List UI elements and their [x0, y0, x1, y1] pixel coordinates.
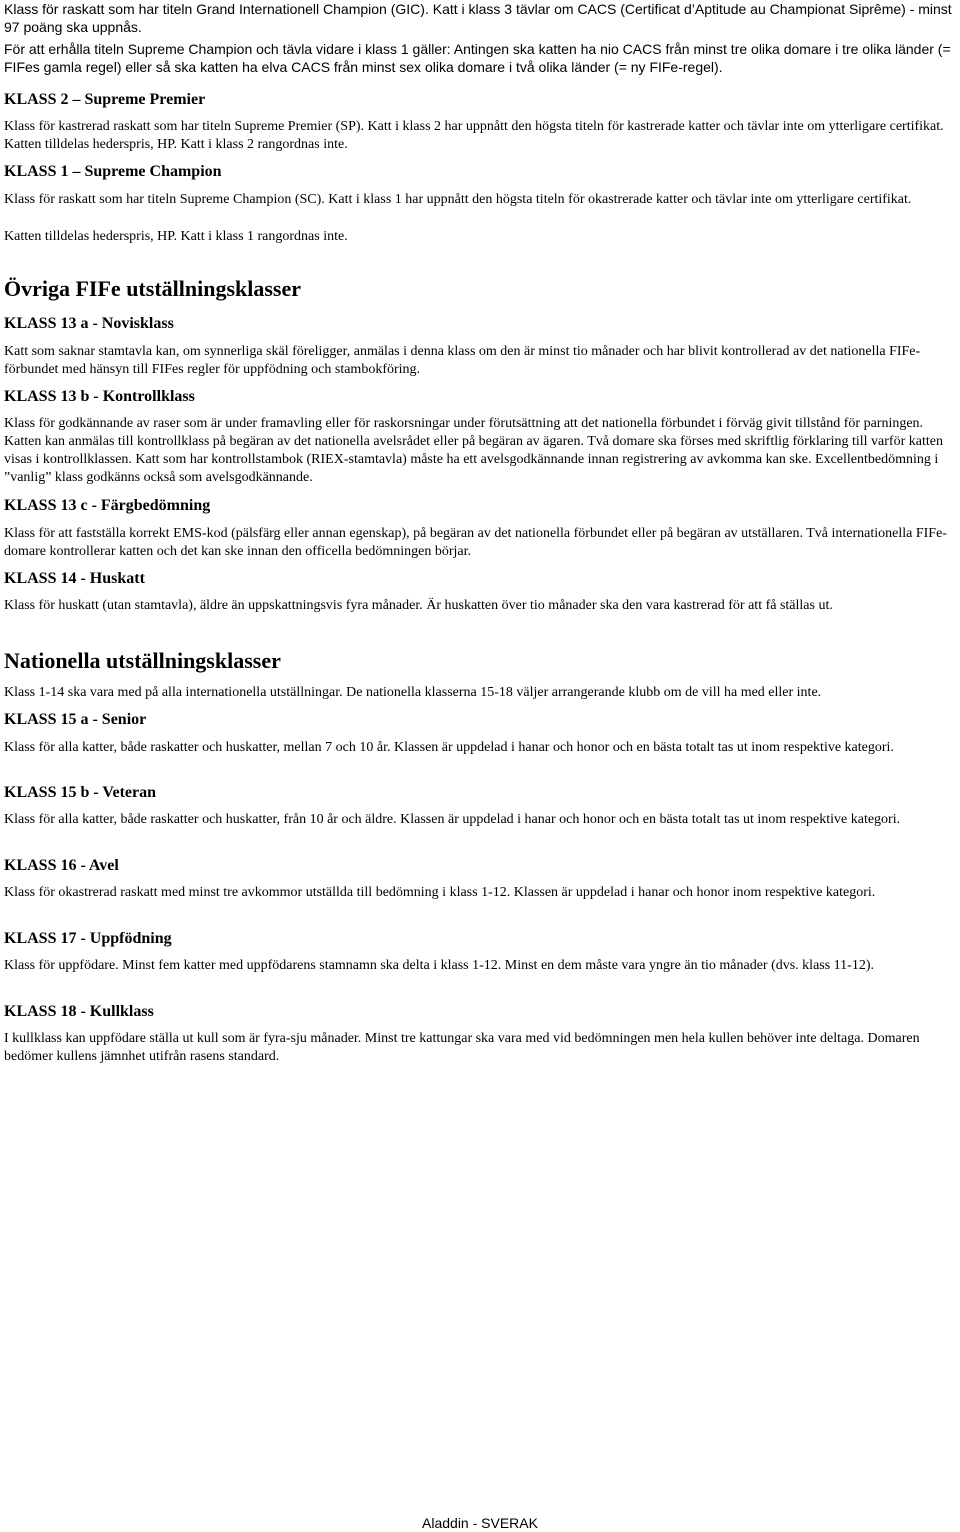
- klass-15b-heading: KLASS 15 b - Veteran: [4, 784, 157, 801]
- intro-paragraph-1: Klass för raskatt som har titeln Grand Internationell Champion (GIC). Katt i klass 3 tävlar om CACS (Certificat d’Aptitude au Championat Siprême) - minst 97 poäng ska uppnås.: [4, 1, 952, 35]
- klass-2-text: Klass för kastrerad raskatt som har titeln Supreme Premier (SP). Katt i klass 2 har uppnått den högsta titeln för kastrerade katter och tävlar inte om ytterligare certifikat. Katten tilldelas hederspris, HP. Katt i klass 2 rangordnas inte.: [4, 119, 944, 152]
- klass-14-heading: KLASS 14 - Huskatt: [4, 570, 145, 587]
- klass-15a-text: Klass för alla katter, både raskatter och huskatter, mellan 7 och 10 år. Klassen är uppdelad i hanar och honor och en bästa totalt tas ut inom respektive kategori.: [4, 740, 894, 755]
- klass-2-heading: KLASS 2 – Supreme Premier: [4, 91, 206, 108]
- nationella-intro: Klass 1-14 ska vara med på alla internationella utställningar. De nationella klasserna 15-18 väljer arrangerande klubb om de vill ha med eller inte.: [4, 685, 822, 700]
- klass-1-text-2: Katten tilldelas hederspris, HP. Katt i klass 1 rangordnas inte.: [4, 229, 348, 244]
- intro-paragraph-2: För att erhålla titeln Supreme Champion och tävla vidare i klass 1 gäller: Antingen ska katten ha nio CACS från minst tre olika domare i tre olika länder (= FIFes gamla regel) eller så ska katten ha elva CACS från minst sex olika domare i två olika länder (= ny FIFe-regel).: [4, 41, 951, 75]
- klass-13b-heading: KLASS 13 b - Kontrollklass: [4, 388, 195, 405]
- klass-1-heading: KLASS 1 – Supreme Champion: [4, 163, 222, 180]
- klass-15a-heading: KLASS 15 a - Senior: [4, 711, 147, 728]
- klass-13a-text: Katt som saknar stamtavla kan, om synnerliga skäl föreligger, anmälas i denna klass om den är minst tio månader och har blivit kontrollerad av det nationella FIFe-förbundet med hänsyn till FIFes regler för uppfödning och stambokföring.: [4, 344, 921, 377]
- klass-13c-heading: KLASS 13 c - Färgbedömning: [4, 497, 211, 514]
- page-footer: Aladdin - SVERAK: [422, 1515, 538, 1531]
- klass-16-text: Klass för okastrerad raskatt med minst tre avkommor utställda till bedömning i klass 1-12. Klassen är uppdelad i hanar och honor inom respektive kategori.: [4, 885, 876, 900]
- klass-1-text-1: Klass för raskatt som har titeln Supreme Champion (SC). Katt i klass 1 har uppnått den högsta titeln för okastrerade katter och tävlar inte om ytterligare certifikat.: [4, 192, 912, 207]
- klass-13b-text: Klass för godkännande av raser som är under framavling eller för raskorsningar under förutsättning att det nationella förbundet i förväg givit tillstånd för parningen. Katten kan anmälas till kontrollklass på begäran av det nationella avelsrådet eller på begäran av ägaren. Två domare ska förses med skriftlig förklaring till varför katten visas i kontrollklassen. Katt som har kontrollstambok (RIEX-stamtavla) måste ha ett avelsgodkännande innan registrering av avkomma kan ske. Excellentbedömning i ”vanlig” klass godkänns också som avelsgodkännande.: [4, 416, 943, 485]
- klass-13a-heading: KLASS 13 a - Novisklass: [4, 315, 174, 332]
- klass-14-text: Klass för huskatt (utan stamtavla), äldre än uppskattningsvis fyra månader. Är huskatten över tio månader ska den vara kastrerad för att få ställas ut.: [4, 598, 833, 613]
- klass-18-text: I kullklass kan uppfödare ställa ut kull som är fyra-sju månader. Minst tre kattungar ska vara med vid bedömningen men hela kullen behöver inte deltaga. Domaren bedömer kullens jämnhet utifrån rasens standard.: [4, 1031, 920, 1064]
- ovriga-section-title: Övriga FIFe utställningsklasser: [4, 276, 302, 301]
- klass-17-text: Klass för uppfödare. Minst fem katter med uppfödarens stamnamn ska delta i klass 1-12. Minst en dem måste vara yngre än tio månader (dvs. klass 11-12).: [4, 958, 874, 973]
- klass-18-heading: KLASS 18 - Kullklass: [4, 1003, 154, 1020]
- klass-13c-text: Klass för att fastställa korrekt EMS-kod (pälsfärg eller annan egenskap), på begäran av det nationella förbundet eller på begäran av utställaren. Två internationella FIFe-domare kontrollerar katten och det kan ske innan den officella bedömningen börjar.: [4, 526, 947, 559]
- klass-15b-text: Klass för alla katter, både raskatter och huskatter, från 10 år och äldre. Klassen är uppdelad i hanar och honor och en bästa totalt tas ut inom respektive kategori.: [4, 812, 901, 827]
- klass-17-heading: KLASS 17 - Uppfödning: [4, 930, 172, 947]
- klass-16-heading: KLASS 16 - Avel: [4, 857, 119, 874]
- nationella-section-title: Nationella utställningsklasser: [4, 648, 281, 673]
